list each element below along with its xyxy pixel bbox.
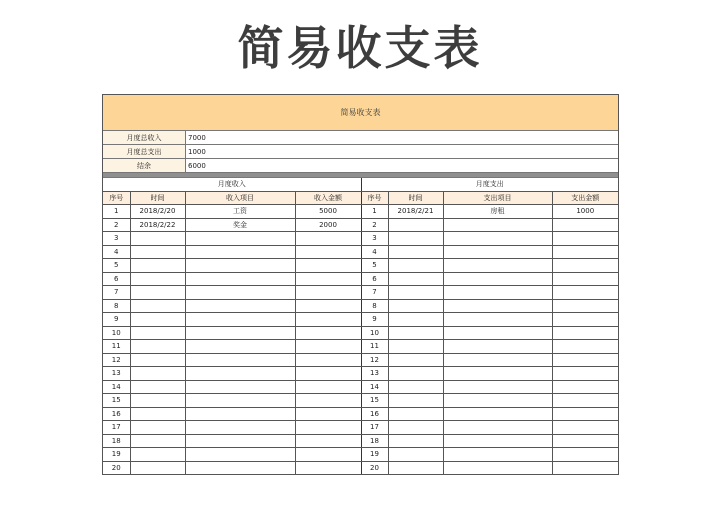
summary-value[interactable]: 7000 [188,133,206,142]
expense-cell-no[interactable]: 17 [361,421,388,435]
income-cell-date[interactable] [130,461,185,474]
income-cell-amount[interactable] [295,272,361,286]
expense-cell-no[interactable]: 12 [361,353,388,367]
income-cell-item[interactable] [185,394,295,408]
expense-cell-amount[interactable] [552,340,618,354]
expense-cell-amount[interactable] [552,232,618,246]
table-row [103,286,618,300]
ledger-table [103,178,618,474]
income-cell-item[interactable] [185,286,295,300]
income-cell-date[interactable] [130,380,185,394]
income-cell-date[interactable] [130,353,185,367]
expense-cell-amount[interactable] [552,245,618,259]
expense-cell-amount[interactable] [552,448,618,462]
income-col-header-item: 收入项目 [185,191,295,205]
income-cell-date[interactable] [130,232,185,246]
income-cell-item[interactable] [185,367,295,381]
expense-cell-amount[interactable] [552,461,618,474]
table-row [103,461,618,474]
expense-cell-no[interactable]: 15 [361,394,388,408]
income-cell-no[interactable]: 6 [103,272,130,286]
income-cell-no[interactable]: 5 [103,259,130,273]
expense-cell-amount[interactable] [552,272,618,286]
summary-row-total-income [103,131,618,145]
expense-cell-item[interactable] [443,367,552,381]
income-cell-date[interactable]: 2018/2/22 [130,218,185,232]
income-cell-date[interactable]: 2018/2/20 [130,205,185,219]
table-row [103,353,618,367]
expense-cell-date[interactable] [388,461,443,474]
table-row [103,448,618,462]
income-cell-amount[interactable]: 2000 [295,218,361,232]
income-cell-amount[interactable]: 5000 [295,205,361,219]
expense-cell-date[interactable] [388,407,443,421]
expense-cell-amount[interactable] [552,380,618,394]
expense-cell-date[interactable] [388,286,443,300]
expense-cell-item[interactable] [443,286,552,300]
expense-cell-item[interactable] [443,299,552,313]
expense-cell-no[interactable]: 1 [361,205,388,219]
income-cell-item[interactable] [185,299,295,313]
expense-cell-amount[interactable] [552,394,618,408]
income-cell-no[interactable]: 8 [103,299,130,313]
income-cell-item[interactable] [185,407,295,421]
income-cell-amount[interactable] [295,232,361,246]
table-row [103,232,618,246]
expense-col-header-item: 支出项目 [443,191,552,205]
expense-cell-date[interactable] [388,380,443,394]
page-title: 简易收支表 [237,21,483,75]
expense-cell-amount[interactable] [552,313,618,327]
expense-cell-date[interactable] [388,218,443,232]
expense-cell-date[interactable] [388,421,443,435]
income-cell-amount[interactable] [295,340,361,354]
expense-col-header-date: 时间 [388,191,443,205]
income-cell-no[interactable]: 13 [103,367,130,381]
expense-cell-no[interactable]: 4 [361,245,388,259]
income-cell-no[interactable]: 20 [103,461,130,474]
income-cell-amount[interactable] [295,394,361,408]
expense-cell-item[interactable] [443,232,552,246]
income-cell-no[interactable]: 19 [103,448,130,462]
summary-label: 结余 [103,159,186,172]
income-expense-sheet [102,94,619,475]
expense-cell-no[interactable]: 2 [361,218,388,232]
summary-label: 月度总收入 [103,131,186,144]
expense-cell-amount[interactable] [552,407,618,421]
expense-cell-item[interactable] [443,448,552,462]
expense-cell-amount[interactable] [552,367,618,381]
income-col-header-amount: 收入金额 [295,191,361,205]
table-row [103,394,618,408]
table-row [103,326,618,340]
income-col-header-date: 时间 [130,191,185,205]
income-cell-date[interactable] [130,421,185,435]
income-cell-date[interactable] [130,394,185,408]
table-row [103,272,618,286]
expense-cell-no[interactable]: 18 [361,434,388,448]
expense-cell-date[interactable] [388,232,443,246]
income-cell-item[interactable] [185,272,295,286]
expense-col-header-no: 序号 [361,191,388,205]
income-cell-date[interactable] [130,367,185,381]
expense-cell-date[interactable] [388,259,443,273]
expense-cell-item[interactable] [443,353,552,367]
income-section-heading: 月度收入 [103,178,361,191]
expense-cell-date[interactable] [388,448,443,462]
expense-cell-no[interactable]: 11 [361,340,388,354]
income-cell-amount[interactable] [295,421,361,435]
income-cell-amount[interactable] [295,380,361,394]
income-cell-item[interactable] [185,353,295,367]
expense-cell-item[interactable] [443,461,552,474]
income-cell-date[interactable] [130,245,185,259]
income-cell-no[interactable]: 14 [103,380,130,394]
income-cell-item[interactable] [185,448,295,462]
income-cell-no[interactable]: 17 [103,421,130,435]
expense-cell-item[interactable] [443,326,552,340]
income-col-header-no: 序号 [103,191,130,205]
income-cell-no[interactable]: 15 [103,394,130,408]
income-cell-no[interactable]: 16 [103,407,130,421]
income-cell-no[interactable]: 11 [103,340,130,354]
income-cell-item[interactable] [185,259,295,273]
expense-cell-amount[interactable] [552,434,618,448]
income-cell-date[interactable] [130,326,185,340]
column-header-row [103,191,618,205]
income-cell-date[interactable] [130,286,185,300]
income-cell-item[interactable] [185,313,295,327]
income-cell-amount[interactable] [295,326,361,340]
table-row [103,259,618,273]
income-cell-no[interactable]: 7 [103,286,130,300]
sheet-title: 简易收支表 [103,95,618,131]
income-cell-amount[interactable] [295,245,361,259]
expense-cell-item[interactable] [443,340,552,354]
summary-value[interactable]: 1000 [188,147,206,156]
expense-cell-no[interactable]: 20 [361,461,388,474]
expense-cell-no[interactable]: 3 [361,232,388,246]
expense-cell-amount[interactable] [552,259,618,273]
income-cell-date[interactable] [130,434,185,448]
summary-value[interactable]: 6000 [188,161,206,170]
expense-cell-no[interactable]: 5 [361,259,388,273]
expense-cell-amount[interactable] [552,421,618,435]
income-cell-no[interactable]: 2 [103,218,130,232]
income-cell-item[interactable]: 工资 [185,205,295,219]
income-cell-amount[interactable] [295,407,361,421]
expense-cell-item[interactable] [443,434,552,448]
income-cell-date[interactable] [130,299,185,313]
income-cell-date[interactable] [130,272,185,286]
expense-cell-date[interactable] [388,299,443,313]
expense-cell-item[interactable] [443,421,552,435]
income-cell-no[interactable]: 18 [103,434,130,448]
expense-cell-no[interactable]: 19 [361,448,388,462]
income-cell-item[interactable] [185,340,295,354]
expense-cell-item[interactable]: 房租 [443,205,552,219]
expense-cell-item[interactable] [443,218,552,232]
expense-cell-item[interactable] [443,313,552,327]
expense-cell-no[interactable]: 16 [361,407,388,421]
income-cell-no[interactable]: 1 [103,205,130,219]
table-row [103,380,618,394]
expense-cell-date[interactable] [388,313,443,327]
income-cell-item[interactable] [185,434,295,448]
expense-cell-item[interactable] [443,272,552,286]
expense-cell-date[interactable] [388,272,443,286]
table-row [103,434,618,448]
income-cell-item[interactable]: 奖金 [185,218,295,232]
income-cell-no[interactable]: 12 [103,353,130,367]
summary-row-total-expense [103,145,618,159]
income-cell-amount[interactable] [295,448,361,462]
expense-cell-date[interactable]: 2018/2/21 [388,205,443,219]
expense-cell-amount[interactable] [552,353,618,367]
expense-section-heading: 月度支出 [361,178,618,191]
income-cell-date[interactable] [130,313,185,327]
expense-cell-date[interactable] [388,434,443,448]
income-cell-amount[interactable] [295,367,361,381]
table-row [103,340,618,354]
income-cell-item[interactable] [185,421,295,435]
expense-cell-date[interactable] [388,245,443,259]
income-cell-date[interactable] [130,407,185,421]
expense-cell-no[interactable]: 13 [361,367,388,381]
income-cell-no[interactable]: 9 [103,313,130,327]
expense-cell-date[interactable] [388,353,443,367]
income-cell-amount[interactable] [295,299,361,313]
expense-cell-no[interactable]: 14 [361,380,388,394]
table-row [103,421,618,435]
expense-cell-date[interactable] [388,340,443,354]
income-cell-item[interactable] [185,232,295,246]
expense-cell-item[interactable] [443,380,552,394]
expense-cell-item[interactable] [443,394,552,408]
expense-cell-amount[interactable] [552,299,618,313]
table-row [103,218,618,232]
income-cell-amount[interactable] [295,461,361,474]
income-cell-amount[interactable] [295,259,361,273]
income-cell-item[interactable] [185,380,295,394]
income-cell-amount[interactable] [295,286,361,300]
expense-cell-no[interactable]: 8 [361,299,388,313]
income-cell-date[interactable] [130,259,185,273]
income-cell-item[interactable] [185,245,295,259]
table-row [103,407,618,421]
expense-cell-item[interactable] [443,259,552,273]
income-cell-no[interactable]: 10 [103,326,130,340]
table-row [103,367,618,381]
income-cell-item[interactable] [185,326,295,340]
table-row [103,245,618,259]
income-cell-date[interactable] [130,340,185,354]
expense-cell-item[interactable] [443,245,552,259]
summary-row-balance [103,159,618,173]
income-cell-item[interactable] [185,461,295,474]
expense-cell-no[interactable]: 10 [361,326,388,340]
income-cell-date[interactable] [130,448,185,462]
expense-cell-no[interactable]: 7 [361,286,388,300]
expense-cell-amount[interactable] [552,286,618,300]
expense-cell-amount[interactable]: 1000 [552,205,618,219]
table-row [103,205,618,219]
income-cell-amount[interactable] [295,353,361,367]
income-cell-no[interactable]: 4 [103,245,130,259]
section-heading-row [103,178,618,191]
table-row [103,299,618,313]
expense-cell-date[interactable] [388,394,443,408]
expense-cell-no[interactable]: 6 [361,272,388,286]
expense-cell-item[interactable] [443,407,552,421]
expense-cell-date[interactable] [388,367,443,381]
income-cell-amount[interactable] [295,434,361,448]
expense-cell-amount[interactable] [552,218,618,232]
expense-cell-amount[interactable] [552,326,618,340]
income-cell-no[interactable]: 3 [103,232,130,246]
expense-cell-no[interactable]: 9 [361,313,388,327]
table-row [103,313,618,327]
expense-col-header-amount: 支出金额 [552,191,618,205]
summary-label: 月度总支出 [103,145,186,158]
income-cell-amount[interactable] [295,313,361,327]
expense-cell-date[interactable] [388,326,443,340]
